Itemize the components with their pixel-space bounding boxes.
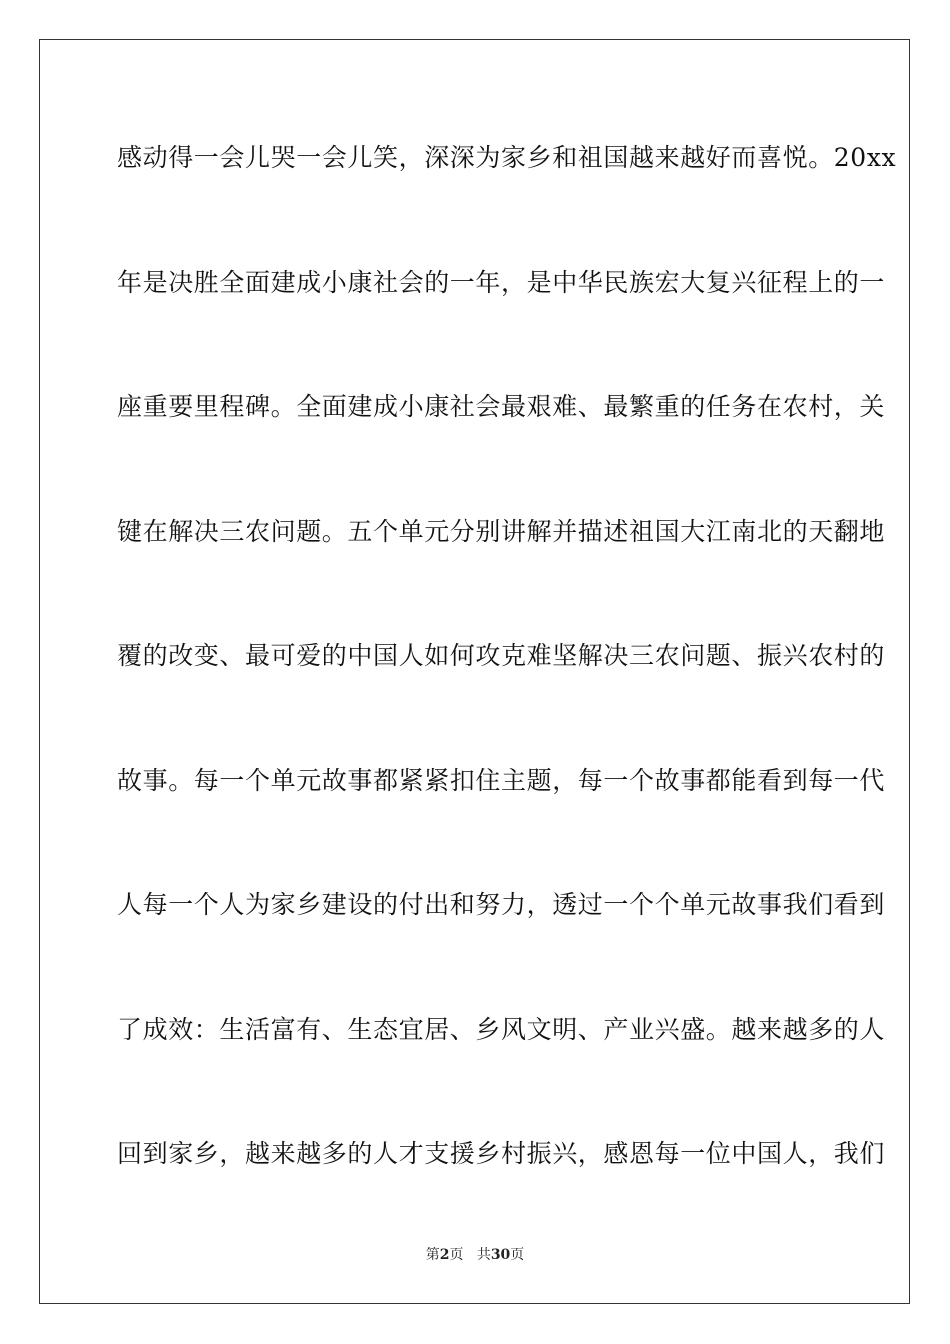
text-line: 覆的改变、最可爱的中国人如何攻克难坚解决三农问题、振兴农村的 [117,641,886,670]
total-prefix: 共 [476,1247,491,1263]
total-pages: 30 [490,1247,511,1263]
total-suffix: 页 [510,1247,525,1263]
text-line: 键在解决三农问题。五个单元分别讲解并描述祖国大江南北的天翻地 [117,516,886,546]
page-suffix: 页 [449,1247,464,1263]
text-line: 了成效：生活富有、生态宜居、乡风文明、产业兴盛。越来越多的人 [117,1014,886,1044]
page-footer [0,1245,950,1265]
page-number: 2 [439,1247,450,1263]
text-line: 人每一个人为家乡建设的付出和努力，透过一个个单元故事我们看到 [117,890,886,919]
text-line: 座重要里程碑。全面建成小康社会最艰难、最繁重的任务在农村，关 [117,392,886,421]
page-prefix: 第 [425,1247,440,1263]
text-line: 故事。每一个单元故事都紧紧扣住主题，每一个故事都能看到每一代 [117,765,886,795]
document-body [117,126,897,1247]
text-line: 感动得一会儿哭一会儿笑，深深为家乡和祖国越来越好而喜悦。20xx [117,143,897,172]
text-line: 年是决胜全面建成小康社会的一年，是中华民族宏大复兴征程上的一 [117,267,886,297]
text-line: 回到家乡，越来越多的人才支援乡村振兴，感恩每一位中国人，我们 [117,1139,886,1168]
